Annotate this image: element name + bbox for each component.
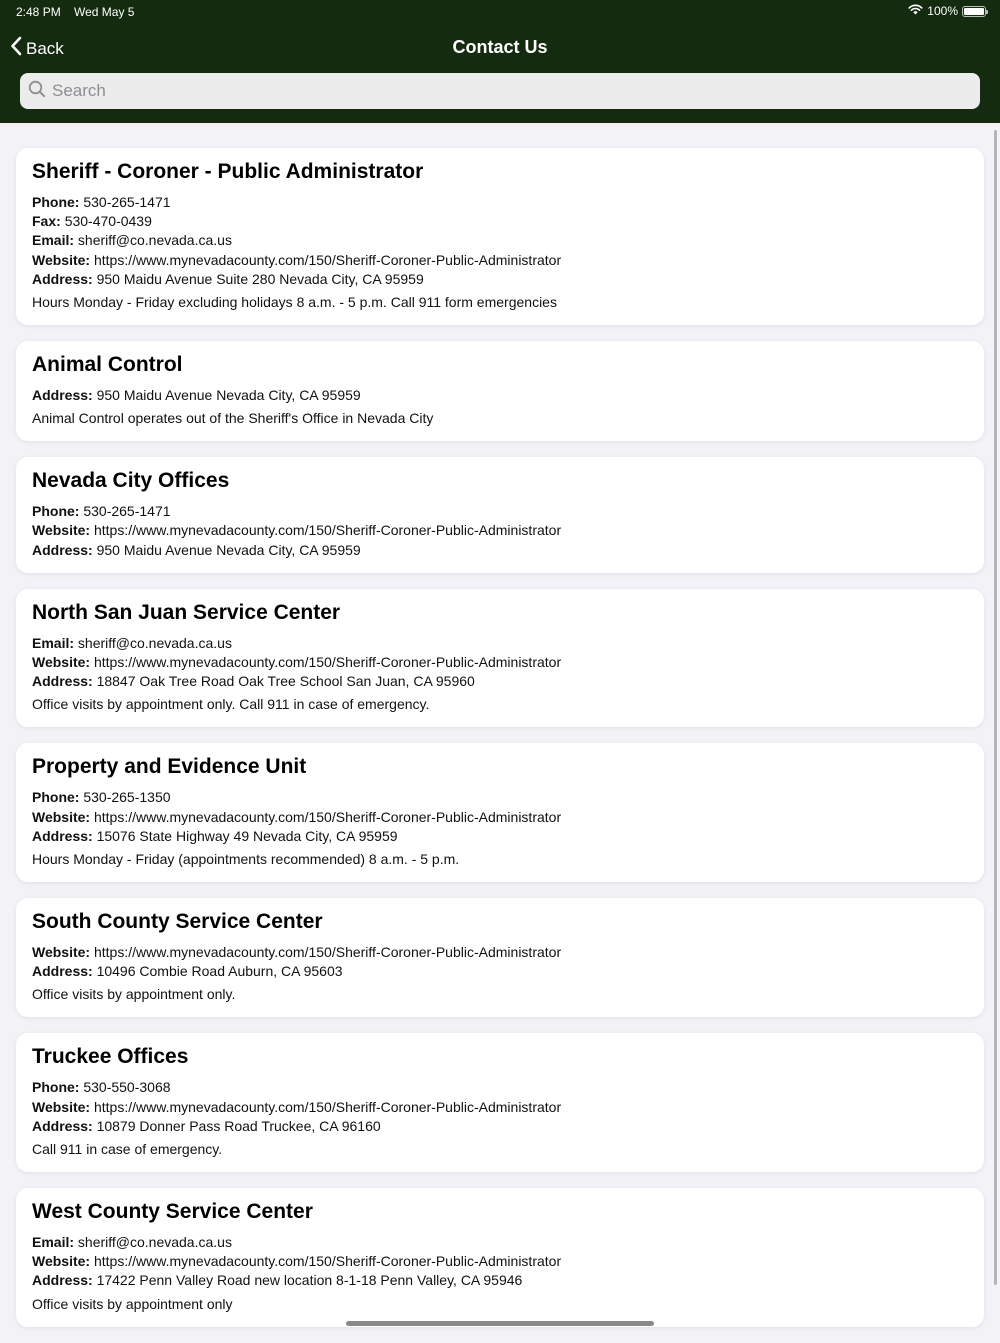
contact-website: Website: https://www.mynevadacounty.com/150/Sheriff-Coroner-Public-Administrator	[32, 944, 562, 961]
contact-note: Office visits by appointment only	[32, 1295, 233, 1312]
contact-address: Address: 15076 State Highway 49 Nevada City, CA 95959	[32, 827, 398, 844]
contact-address: Address: 10496 Combie Road Auburn, CA 95603	[32, 963, 343, 980]
contact-phone: Phone: 530-550-3068	[32, 1079, 171, 1096]
contact-fax: Fax: 530-470-0439	[32, 213, 152, 230]
contact-card[interactable]	[16, 743, 984, 882]
back-label: Back	[26, 38, 64, 58]
scroll-indicator[interactable]	[994, 130, 997, 1285]
contact-address: Address: 18847 Oak Tree Road Oak Tree School San Juan, CA 95960	[32, 673, 475, 690]
contact-name: North San Juan Service Center	[32, 600, 341, 624]
contact-note: Hours Monday - Friday (appointments recommended) 8 a.m. - 5 p.m.	[32, 851, 460, 868]
contact-note: Call 911 in case of emergency.	[32, 1141, 223, 1158]
contact-card[interactable]	[16, 898, 984, 1017]
contact-note: Office visits by appointment only. Call 911 in case of emergency.	[32, 696, 430, 713]
contact-website: Website: https://www.mynevadacounty.com/150/Sheriff-Coroner-Public-Administrator	[32, 251, 562, 268]
page-title: Contact Us	[452, 37, 548, 57]
contact-note: Animal Control operates out of the Sheriff's Office in Nevada City	[32, 410, 434, 427]
header	[0, 0, 1000, 123]
contact-name: Nevada City Offices	[32, 469, 230, 493]
status-right	[908, 4, 986, 18]
contact-name: South County Service Center	[32, 910, 323, 934]
contact-card[interactable]	[16, 457, 984, 573]
status-bar	[0, 0, 1000, 24]
contact-name: Truckee Offices	[32, 1045, 189, 1069]
contact-address: Address: 950 Maidu Avenue Suite 280 Nevada City, CA 95959	[32, 270, 424, 287]
contact-card[interactable]	[16, 341, 984, 441]
contact-card[interactable]	[16, 148, 984, 325]
battery-percent: 100%	[927, 4, 958, 18]
contact-website: Website: https://www.mynevadacounty.com/150/Sheriff-Coroner-Public-Administrator	[32, 654, 562, 671]
status-time: 2:48 PM	[16, 5, 61, 19]
contact-phone: Phone: 530-265-1471	[32, 503, 171, 520]
search-bar[interactable]	[20, 73, 980, 109]
battery-icon	[962, 6, 986, 17]
wifi-icon	[908, 4, 923, 18]
contact-email: Email: sheriff@co.nevada.ca.us	[32, 1234, 232, 1251]
contact-email: Email: sheriff@co.nevada.ca.us	[32, 232, 232, 249]
search-input[interactable]	[50, 80, 954, 102]
contact-address: Address: 950 Maidu Avenue Nevada City, CA 95959	[32, 541, 361, 558]
contact-name: West County Service Center	[32, 1200, 313, 1224]
search-icon	[28, 80, 46, 103]
contact-website: Website: https://www.mynevadacounty.com/150/Sheriff-Coroner-Public-Administrator	[32, 1253, 562, 1270]
contact-note: Office visits by appointment only.	[32, 986, 236, 1003]
contact-card[interactable]	[16, 1188, 984, 1327]
contact-note: Hours Monday - Friday excluding holidays 8 a.m. - 5 p.m. Call 911 form emergencies	[32, 294, 557, 311]
contact-name: Sheriff - Coroner - Public Administrator	[32, 160, 424, 183]
contact-list	[16, 148, 984, 1343]
contact-address: Address: 10879 Donner Pass Road Truckee, CA 96160	[32, 1117, 381, 1134]
contact-name: Animal Control	[32, 353, 183, 377]
contact-website: Website: https://www.mynevadacounty.com/150/Sheriff-Coroner-Public-Administrator	[32, 808, 562, 825]
contact-address: Address: 950 Maidu Avenue Nevada City, CA 95959	[32, 387, 361, 404]
contact-website: Website: https://www.mynevadacounty.com/150/Sheriff-Coroner-Public-Administrator	[32, 1098, 562, 1115]
contact-address: Address: 17422 Penn Valley Road new location 8-1-18 Penn Valley, CA 95946	[32, 1272, 523, 1289]
contact-card[interactable]	[16, 589, 984, 728]
contact-website: Website: https://www.mynevadacounty.com/150/Sheriff-Coroner-Public-Administrator	[32, 522, 562, 539]
contact-name: Property and Evidence Unit	[32, 755, 307, 779]
status-date: Wed May 5	[74, 5, 135, 19]
contact-phone: Phone: 530-265-1471	[32, 194, 171, 210]
contact-phone: Phone: 530-265-1350	[32, 789, 171, 806]
nav-bar	[0, 28, 1000, 68]
contact-card[interactable]	[16, 1033, 984, 1172]
contact-email: Email: sheriff@co.nevada.ca.us	[32, 634, 232, 651]
home-indicator[interactable]	[346, 1321, 654, 1326]
